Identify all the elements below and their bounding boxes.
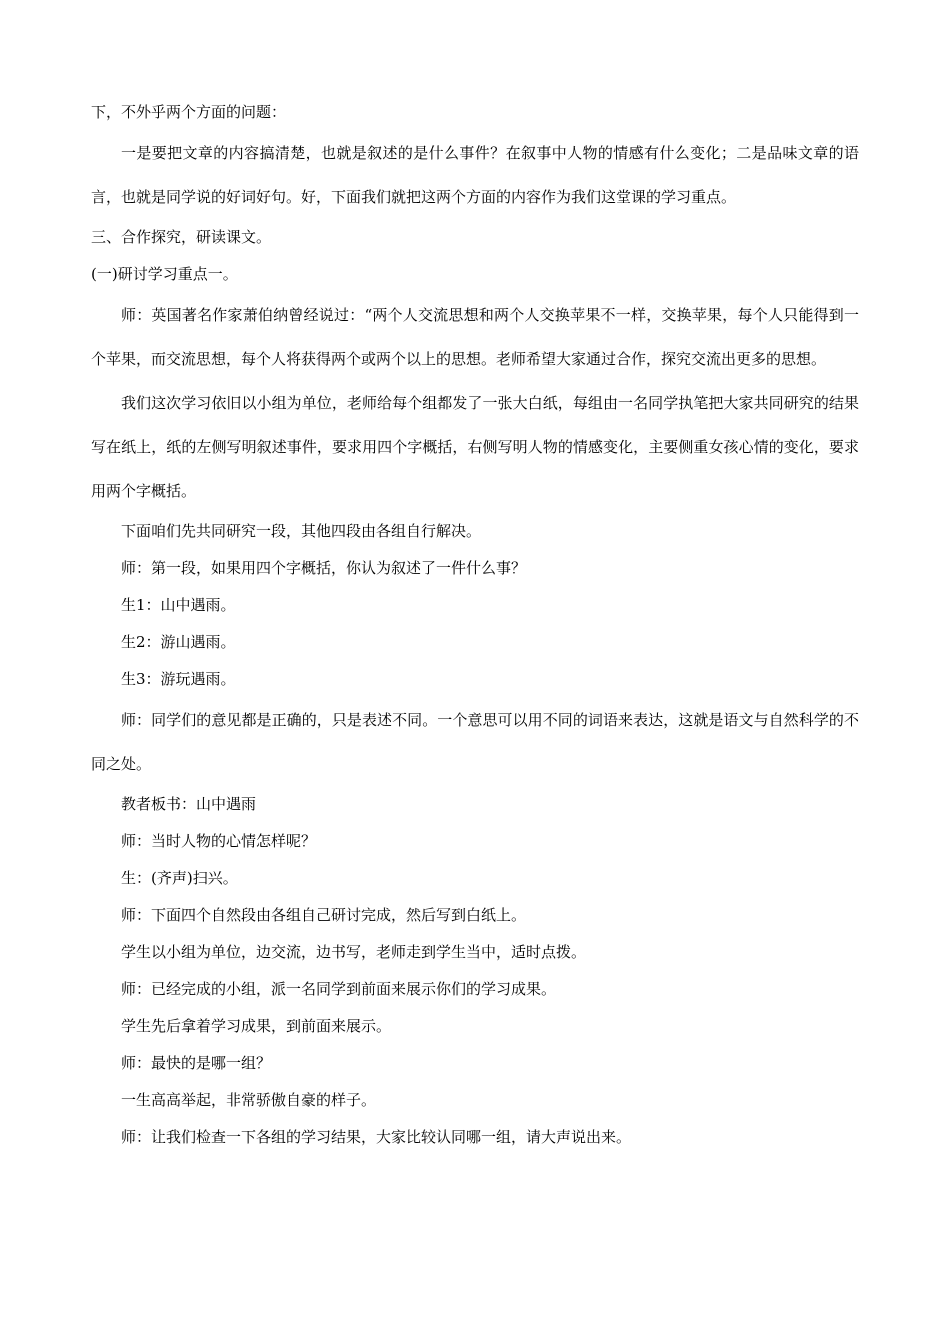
paragraph: 学生以小组为单位，边交流，边书写，老师走到学生当中，适时点拨。 — [121, 943, 587, 961]
paragraph: 师：同学们的意见都是正确的，只是表述不同。一个意思可以用不同的词语来表达，这就是语文与自然科学的不同之处。 — [91, 711, 859, 773]
paragraph: 我们这次学习依旧以小组为单位，老师给每个组都发了一张大白纸，每组由一名同学执笔把大家共同研究的结果写在纸上，纸的左侧写明叙述事件，要求用四个字概括，右侧写明人物的情感变化，主要侧重女孩心情的变化，要求用两个字概括。 — [91, 394, 859, 500]
document-page — [91, 94, 859, 1156]
paragraph: 生：(齐声)扫兴。 — [121, 869, 238, 887]
paragraph: 师：下面四个自然段由各组自己研讨完成，然后写到白纸上。 — [121, 906, 527, 924]
paragraph: 下，不外乎两个方面的问题： — [91, 103, 287, 121]
paragraph: 一是要把文章的内容搞清楚，也就是叙述的是什么事件？在叙事中人物的情感有什么变化；二是品味文章的语言，也就是同学说的好词好句。好，下面我们就把这两个方面的内容作为我们这堂课的学习重点。 — [91, 144, 859, 206]
paragraph: 生3：游玩遇雨。 — [121, 670, 236, 688]
paragraph: 生1：山中遇雨。 — [121, 596, 236, 614]
paragraph: 一生高高举起，非常骄傲自豪的样子。 — [121, 1091, 377, 1109]
paragraph: 教者板书：山中遇雨 — [121, 795, 257, 813]
paragraph: 学生先后拿着学习成果，到前面来展示。 — [121, 1017, 392, 1035]
paragraph: (一)研讨学习重点一。 — [91, 265, 238, 283]
paragraph: 师：英国著名作家萧伯纳曾经说过：“两个人交流思想和两个人交换苹果不一样，交换苹果，每个人只能得到一个苹果，而交流思想，每个人将获得两个或两个以上的思想。老师希望大家通过合作，探究交流出更多的思想。 — [91, 306, 859, 368]
paragraph: 师：第一段，如果用四个字概括，你认为叙述了一件什么事？ — [121, 559, 527, 577]
paragraph: 生2：游山遇雨。 — [121, 633, 236, 651]
paragraph: 师：已经完成的小组，派一名同学到前面来展示你们的学习成果。 — [121, 980, 557, 998]
paragraph: 三、合作探究，研读课文。 — [91, 228, 272, 246]
paragraph: 师：最快的是哪一组？ — [121, 1054, 272, 1072]
paragraph: 下面咱们先共同研究一段，其他四段由各组自行解决。 — [121, 522, 482, 540]
paragraph: 师：让我们检查一下各组的学习结果，大家比较认同哪一组，请大声说出来。 — [121, 1128, 632, 1146]
paragraph: 师：当时人物的心情怎样呢？ — [121, 832, 317, 850]
